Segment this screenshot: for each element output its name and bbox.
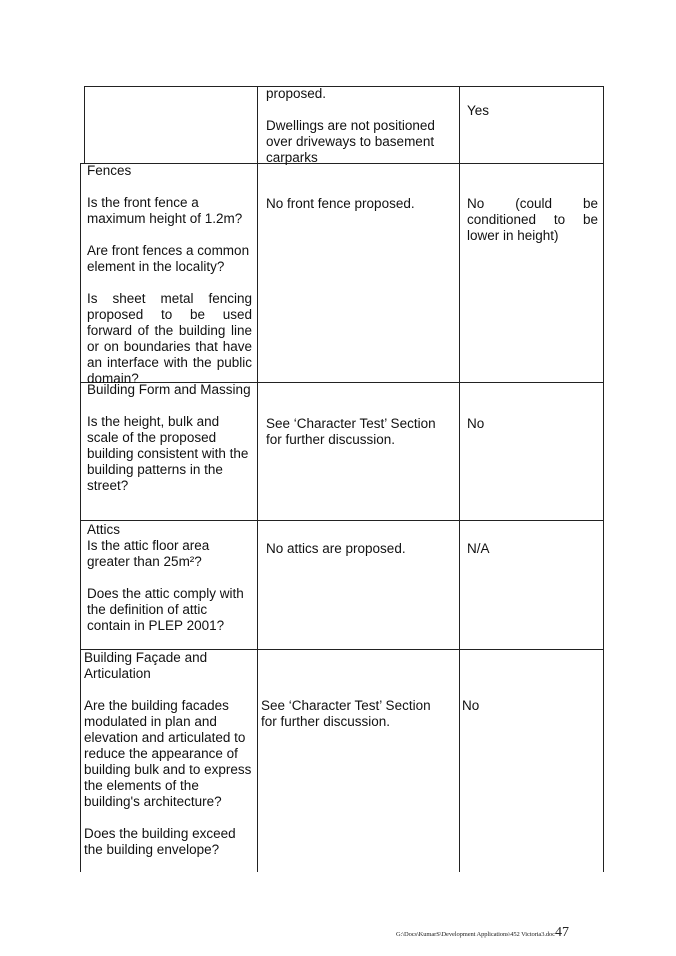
criteria-text: Is sheet metal fencing proposed to be used forward of the building line or on boundaries that have an interface with the public domain?	[87, 291, 252, 386]
row-1-criteria	[87, 163, 252, 387]
row-2-criteria	[87, 382, 252, 494]
compliance-value: Yes	[467, 103, 490, 118]
row-divider	[80, 520, 604, 521]
column-divider	[257, 86, 258, 872]
row-2-compliance	[467, 416, 598, 432]
section-heading: Attics	[87, 522, 121, 537]
criteria-text: Are front fences a common element in the locality?	[87, 243, 250, 274]
criteria-text: Are the building facades modulated in plan and elevation and articulated to reduce the appearance of building bulk and to express the elements of the building's architecture?	[84, 698, 252, 809]
comment-line: No front fence proposed.	[266, 196, 415, 211]
table-left-border	[84, 86, 85, 164]
criteria-text: Is the front fence a maximum height of 1.2m?	[87, 195, 243, 226]
compliance-value: No	[467, 416, 485, 431]
comment-line: proposed.	[266, 86, 327, 101]
page-number: 47	[554, 925, 569, 940]
row-3-compliance	[467, 541, 598, 557]
table-left-border	[80, 163, 81, 872]
row-4-comment	[261, 698, 450, 730]
row-1-compliance	[467, 196, 598, 244]
file-path: G:\Docs\KumarS\Development Applications\452 Victoria3.doc	[396, 931, 555, 938]
comment-line: See ‘Character Test’ Section for further discussion.	[266, 416, 436, 447]
row-3-criteria	[87, 522, 252, 634]
criteria-text: Does the building exceed the building envelope?	[84, 826, 236, 857]
comment-line: Dwellings are not positioned over driveways to basement carparks	[266, 118, 435, 165]
compliance-value: No (could be conditioned to be lower in height)	[467, 196, 598, 243]
row-1-comment	[266, 196, 450, 212]
column-divider	[459, 86, 460, 872]
criteria-text: Is the attic floor area greater than 25m²?	[87, 538, 210, 569]
row-0-comment	[266, 86, 450, 166]
row-4-criteria	[84, 650, 252, 858]
row-4-compliance	[462, 698, 593, 714]
row-2-comment	[266, 416, 450, 448]
compliance-value: No	[462, 698, 480, 713]
section-heading: Building Façade and Articulation	[84, 650, 208, 681]
row-0-compliance	[467, 103, 598, 119]
compliance-value: N/A	[467, 541, 490, 556]
row-3-comment	[266, 541, 450, 557]
section-heading: Building Form and Massing	[87, 382, 251, 397]
comment-line: See ‘Character Test’ Section for further discussion.	[261, 698, 431, 729]
criteria-text: Does the attic comply with the definition of attic contain in PLEP 2001?	[87, 586, 244, 633]
table-right-border	[603, 86, 604, 872]
section-heading: Fences	[87, 163, 132, 178]
comment-line: No attics are proposed.	[266, 541, 406, 556]
criteria-text: Is the height, bulk and scale of the proposed building consistent with the building patterns in the street?	[87, 414, 249, 493]
page-footer	[396, 924, 569, 943]
